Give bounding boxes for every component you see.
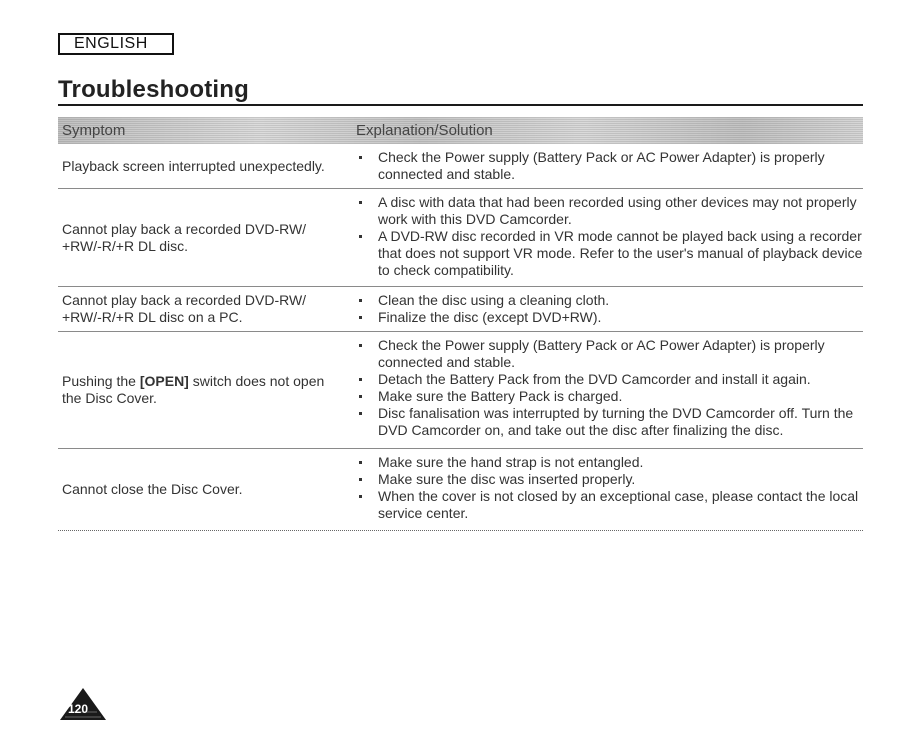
header-solution: Explanation/Solution [356,122,493,139]
table-row [58,189,863,287]
solution-item: When the cover is not closed by an exceptional case, please contact the local service center. [354,488,863,522]
solution-item: Detach the Battery Pack from the DVD Camcorder and install it again. [354,371,863,388]
header-symptom: Symptom [62,122,126,139]
solution-cell [354,332,863,448]
title-divider [58,104,863,106]
symptom-cell: Cannot play back a recorded DVD-RW/ +RW/-R/+R DL disc. [62,220,307,254]
table-header [58,117,863,144]
solution-item: Make sure the hand strap is not entangled. [354,454,863,471]
symptom-cell: Playback screen interrupted unexpectedly. [62,157,325,174]
table-row [58,287,863,332]
solution-cell [354,287,863,331]
page-title: Troubleshooting [58,76,249,103]
solution-cell [354,449,863,530]
page-number: 120 [68,702,89,716]
troubleshooting-table [58,117,863,531]
solution-item: Check the Power supply (Battery Pack or AC Power Adapter) is properly connected and stable. [354,337,863,371]
solution-item: Make sure the Battery Pack is charged. [354,388,863,405]
open-switch-label: [OPEN] [139,373,189,389]
solution-cell [354,189,863,286]
solution-item: Clean the disc using a cleaning cloth. [354,292,863,309]
solution-item: Finalize the disc (except DVD+RW). [354,309,863,326]
symptom-cell: Cannot play back a recorded DVD-RW/ +RW/-R/+R DL disc on a PC. [62,292,307,325]
solution-item: Make sure the disc was inserted properly. [354,471,863,488]
solution-item: A disc with data that had been recorded using other devices may not properly work with this DVD Camcorder. [354,194,863,228]
solution-item: Disc fanalisation was interrupted by turning the DVD Camcorder off. Turn the DVD Camcorder on, and take out the disc after finalizing the disc. [354,405,863,439]
symptom-suffix: switch does not open the Disc Cover. [62,373,325,406]
solution-item: Check the Power supply (Battery Pack or AC Power Adapter) is properly connected and stable. [354,149,863,183]
table-row [58,332,863,449]
symptom-cell [58,332,354,448]
symptom-cell: Cannot close the Disc Cover. [62,481,243,497]
symptom-prefix: Pushing the [62,373,140,389]
solution-item: A DVD-RW disc recorded in VR mode cannot be played back using a recorder that does not support VR mode. Refer to the user's manual of playback device to check compatibility. [354,228,863,279]
language-label: ENGLISH [58,33,174,55]
solution-cell [354,144,863,188]
table-row [58,144,863,189]
table-row [58,449,863,531]
